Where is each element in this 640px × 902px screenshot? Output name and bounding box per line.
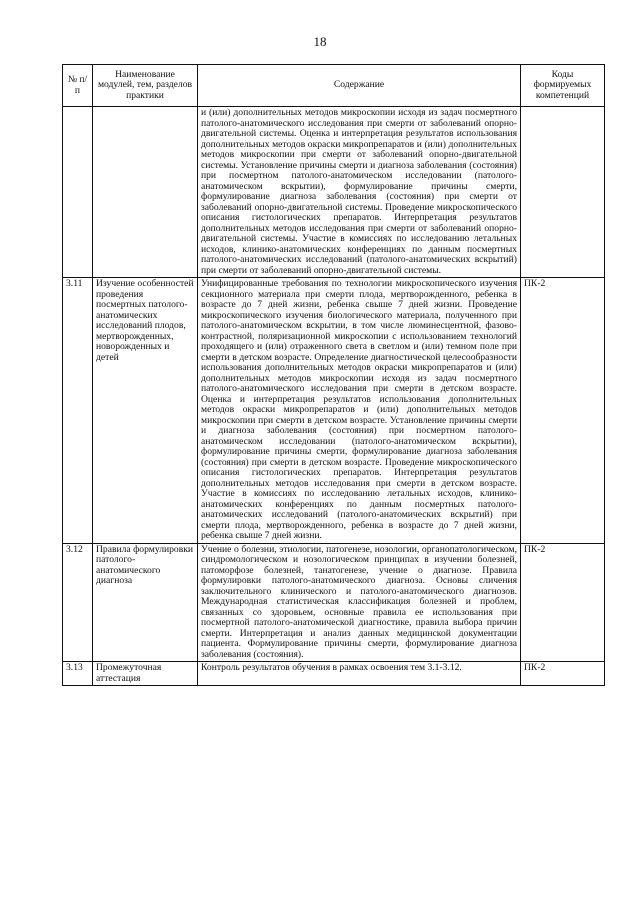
row-codes: ПК-2 [521, 543, 605, 662]
table-row [63, 278, 605, 544]
row-content: и (или) дополнительных методов микроскопии исходя из задач посмертного патолого-анатомического исследования при смерти от заболеваний опорно-двигательной системы. Оценка и интерпретация результатов использования дополнительных методов окраски микропрепаратов и (или) дополнительных методов микроскопии при смерти от заболеваний опорно-двигательной системы. Установление причины смерти и диагноза заболевания (состояния) при посмертном патолого-анатомическом исследовании (патолого-анатомическом вскрытии), формулирование причины смерти, формулирование диагноза заболевания (состояния) при смерти от заболеваний опорно-двигательной системы. Проведение микроскопического описания гистологических препаратов. Интерпретация результатов дополнительных методов исследования при смерти от заболеваний опорно-двигательной системы. Участие в комиссиях по исследованию летальных исходов, клинико-анатомических конференциях по данным посмертных патолого-анатомических исследований (патолого-анатомических вскрытий) при смерти от заболеваний опорно-двигательной системы. [198, 107, 521, 278]
row-codes [521, 107, 605, 278]
row-content: Контроль результатов обучения в рамках освоения тем 3.1-3.12. [198, 662, 521, 686]
row-num: 3.11 [63, 278, 93, 544]
row-name: Промежуточная аттестация [93, 662, 198, 686]
row-num: 3.12 [63, 543, 93, 662]
table-row [63, 662, 605, 686]
table-row [63, 543, 605, 662]
row-content: Унифицированные требования по технологии микроскопического изучения секционного материала при смерти плода, мертворожденного, ребенка в возрасте до 7 дней жизни, ребенка свыше 7 дней жизни. Проведение микроскопического изучения биологического материала, полученного при патолого-анатомическом вскрытии, в том числе люминесцентной, фазово-контрастной, поляризационной микроскопии с использованием технологий проходящего и (или) отраженного света в светлом и (или) темном поле при смерти в детском возрасте. Определение диагностической целесообразности использования дополнительных методов окраски микропрепаратов и (или) дополнительных методов микроскопии исходя из задач посмертного патолого-анатомического исследования при смерти в детском возрасте. Оценка и интерпретация результатов использования дополнительных методов окраски микропрепаратов и (или) дополнительных методов микроскопии при смерти в детском возрасте. Установление причины смерти и диагноза заболевания (состояния) при посмертном патолого-анатомическом исследовании (патолого-анатомическом вскрытии), формулирование причины смерти, формулирование диагноза заболевания (состояния) при смерти в детском возрасте. Проведение микроскопического описания гистологических препаратов. Интерпретация результатов дополнительных методов исследования при смерти в детском возрасте. Участие в комиссиях по исследованию летальных исходов, клинико-анатомических конференциях по данным посмертных патолого-анатомических исследований (патолого-анатомических вскрытий) при смерти плода, мертворожденного, ребенка в возрасте до 7 дней жизни, ребенка свыше 7 дней жизни. [198, 278, 521, 544]
header-codes: Коды формируемых компетенций [521, 65, 605, 107]
row-content: Учение о болезни, этиологии, патогенезе, нозологии, органопатологическом, синдромологическом и нозологическом принципах в изучении болезней, патоморфозе болезней, танатогенезе, учение о диагнозе. Правила формулировки патолого-анатомического диагноза. Основы сличения заключительного клинического и патолого-анатомического диагнозов. Международная статистическая классификация болезней и проблем, связанных со здоровьем, основные правила ее использования при посмертной патолого-анатомической диагностике, правила выбора причин смерти. Интерпретация и анализ данных медицинской документации пациента. Формулирование причины смерти, формулирование диагноза заболевания (состояния). [198, 543, 521, 662]
header-num: № п/п [63, 65, 93, 107]
row-num: 3.13 [63, 662, 93, 686]
header-content: Содержание [198, 65, 521, 107]
table-header-row [63, 65, 605, 107]
row-name: Изучение особенностей проведения посмертных патолого-анатомических исследований плодов, мертворожденных, новорожденных и детей [93, 278, 198, 544]
row-codes: ПК-2 [521, 278, 605, 544]
header-name: Наименование модулей, тем, разделов практики [93, 65, 198, 107]
row-num [63, 107, 93, 278]
table-row [63, 107, 605, 278]
row-codes: ПК-2 [521, 662, 605, 686]
page-number: 18 [313, 34, 327, 49]
row-name: Правила формулировки патолого-анатомического диагноза [93, 543, 198, 662]
row-name [93, 107, 198, 278]
curriculum-table [62, 64, 605, 686]
